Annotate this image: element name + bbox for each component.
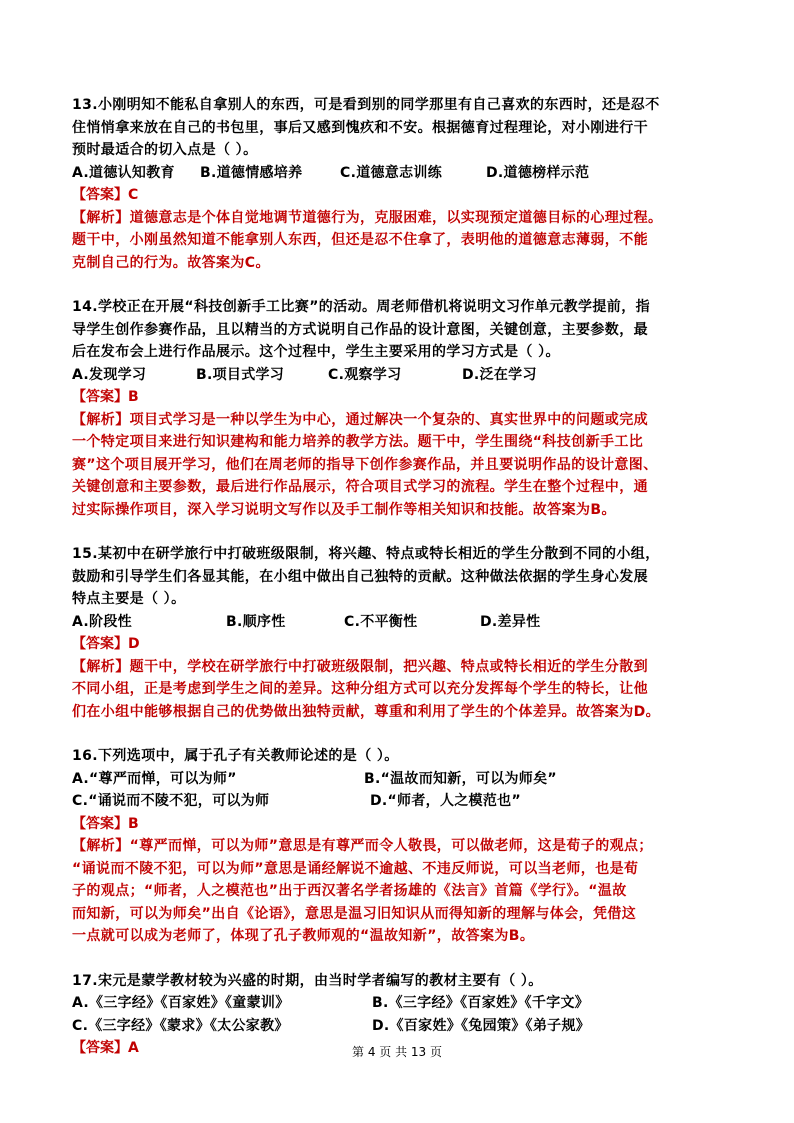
options-row — [72, 768, 724, 791]
option-d: D.道德榜样示范 — [486, 164, 590, 181]
option-c: C.《三字经》《蒙求》《太公家教》 — [72, 1017, 289, 1034]
options-row — [72, 611, 724, 634]
option-a: A.“尊严而惮，可以为师” — [72, 770, 237, 787]
option-d: D.《百家姓》《兔园策》《弟子规》 — [372, 1017, 591, 1034]
question-15 — [72, 543, 724, 723]
option-c: C.观察学习 — [328, 366, 402, 383]
question-16 — [72, 745, 724, 948]
option-a: A.道德认知教育 — [72, 164, 175, 181]
answer-label: 【答案】B — [72, 815, 139, 832]
option-c: C.“诵说而不陵不犯，可以为师 — [72, 793, 270, 809]
answer-label: 【答案】D — [72, 636, 140, 652]
option-a: A.发现学习 — [72, 366, 147, 383]
explanation: 【解析】“尊严而惮，可以为师”意思是有尊严而令人敬畏，可以做老师，这是荀子的观点； “诵说而不陵不犯，可以为师”意思是诵经解说不逾越、不违反师说，可以当老师，也是荀 子的观点；“师者，人之模范也”出于西汉著名学者扬雄的《法言》首篇《学行》。“温故 而知新，可以为师矣”出自《论语》，意思是温习旧知识从而得知新的理解与体会，凭借这 一点就可以成为老师了，体现了孔子教师观的“温故知新”，故答案为B。 — [72, 838, 653, 944]
document-page — [72, 94, 724, 1082]
answer-label: 【答案】A — [72, 1040, 139, 1056]
question-14 — [72, 296, 724, 521]
option-d: D.“师者，人之模范也” — [370, 793, 521, 809]
option-b: B.顺序性 — [226, 613, 286, 630]
options-row — [72, 992, 724, 1015]
option-c: C.不平衡性 — [344, 613, 418, 630]
options-row — [72, 162, 724, 185]
option-b: B.道德情感培养 — [200, 164, 303, 181]
option-c: C.道德意志训练 — [340, 164, 442, 181]
explanation: 【解析】项目式学习是一种以学生为中心，通过解决一个复杂的、真实世界中的问题或完成 一个特定项目来进行知识建构和能力培养的教学方法。题干中，学生围绕“科技创新手工比 赛”这个项目展开学习，他们在周老师的指导下创作参赛作品，并且要说明作品的设计意图、 关键创意和主要参数，最后进行作品展示，符合项目式学习的流程。学生在整个过程中，通 过实际操作项目，深入学习说明文写作以及手工制作等相关知识和技能。故答案为B。 — [72, 411, 658, 518]
explanation: 【解析】题干中，学校在研学旅行中打破班级限制，把兴趣、特点或特长相近的学生分散到 不同小组，正是考虑到学生之间的差异。这种分组方式可以充分发挥每个学生的特长，让他 们在小组中能够根据自己的优势做出独特贡献，尊重和利用了学生的个体差异。故答案为D。 — [72, 658, 661, 720]
question-13 — [72, 94, 724, 274]
option-a: A.阶段性 — [72, 613, 132, 630]
options-row — [72, 364, 724, 387]
option-d: D.差异性 — [480, 613, 541, 630]
question-stem: 15.某初中在研学旅行中打破班级限制，将兴趣、特点或特长相近的学生分散到不同的小组， 鼓励和引导学生们各显其能，在小组中做出自己独特的贡献。这种做法依据的学生身心发展 特点主要是（ ）。 — [72, 546, 660, 607]
page-footer: 第 4 页 共 13 页 — [352, 1045, 442, 1059]
options-row — [72, 790, 724, 813]
answer-label: 【答案】C — [72, 187, 139, 203]
question-stem: 13.小刚明知不能私自拿别人的东西，可是看到别的同学那里有自己喜欢的东西时，还是忍不 住悄悄拿来放在自己的书包里，事后又感到愧疚和不安。根据德育过程理论，对小刚进行干 预时最适合的切入点是（ ）。 — [72, 97, 660, 158]
option-b: B.《三字经》《百家姓》《千字文》 — [372, 995, 590, 1011]
option-a: A.《三字经》《百家姓》《童蒙训》 — [72, 995, 290, 1011]
answer-label: 【答案】B — [72, 389, 139, 405]
explanation: 【解析】道德意志是个体自觉地调节道德行为，克服困难，以实现预定道德目标的心理过程。 题干中，小刚虽然知道不能拿别人东西，但还是忍不住拿了，表明他的道德意志薄弱，不能 克制自己的行为。故答案为C。 — [72, 209, 663, 271]
option-d: D.泛在学习 — [462, 366, 537, 383]
question-stem: 17.宋元是蒙学教材较为兴盛的时期，由当时学者编写的教材主要有（ ）。 — [72, 972, 543, 989]
question-stem: 16.下列选项中，属于孔子有关教师论述的是（ ）。 — [72, 748, 399, 764]
options-row — [72, 1015, 724, 1038]
question-stem: 14.学校正在开展“科技创新手工比赛”的活动。周老师借机将说明文习作单元教学提前，指 导学生创作参赛作品，且以精当的方式说明自己作品的设计意图，关键创意，主要参数，最 后在发布会上进行作品展示。这个过程中，学生主要采用的学习方式是（ ）。 — [72, 299, 651, 360]
option-b: B.项目式学习 — [196, 366, 285, 383]
option-b: B.“温故而知新，可以为师矣” — [364, 770, 557, 787]
